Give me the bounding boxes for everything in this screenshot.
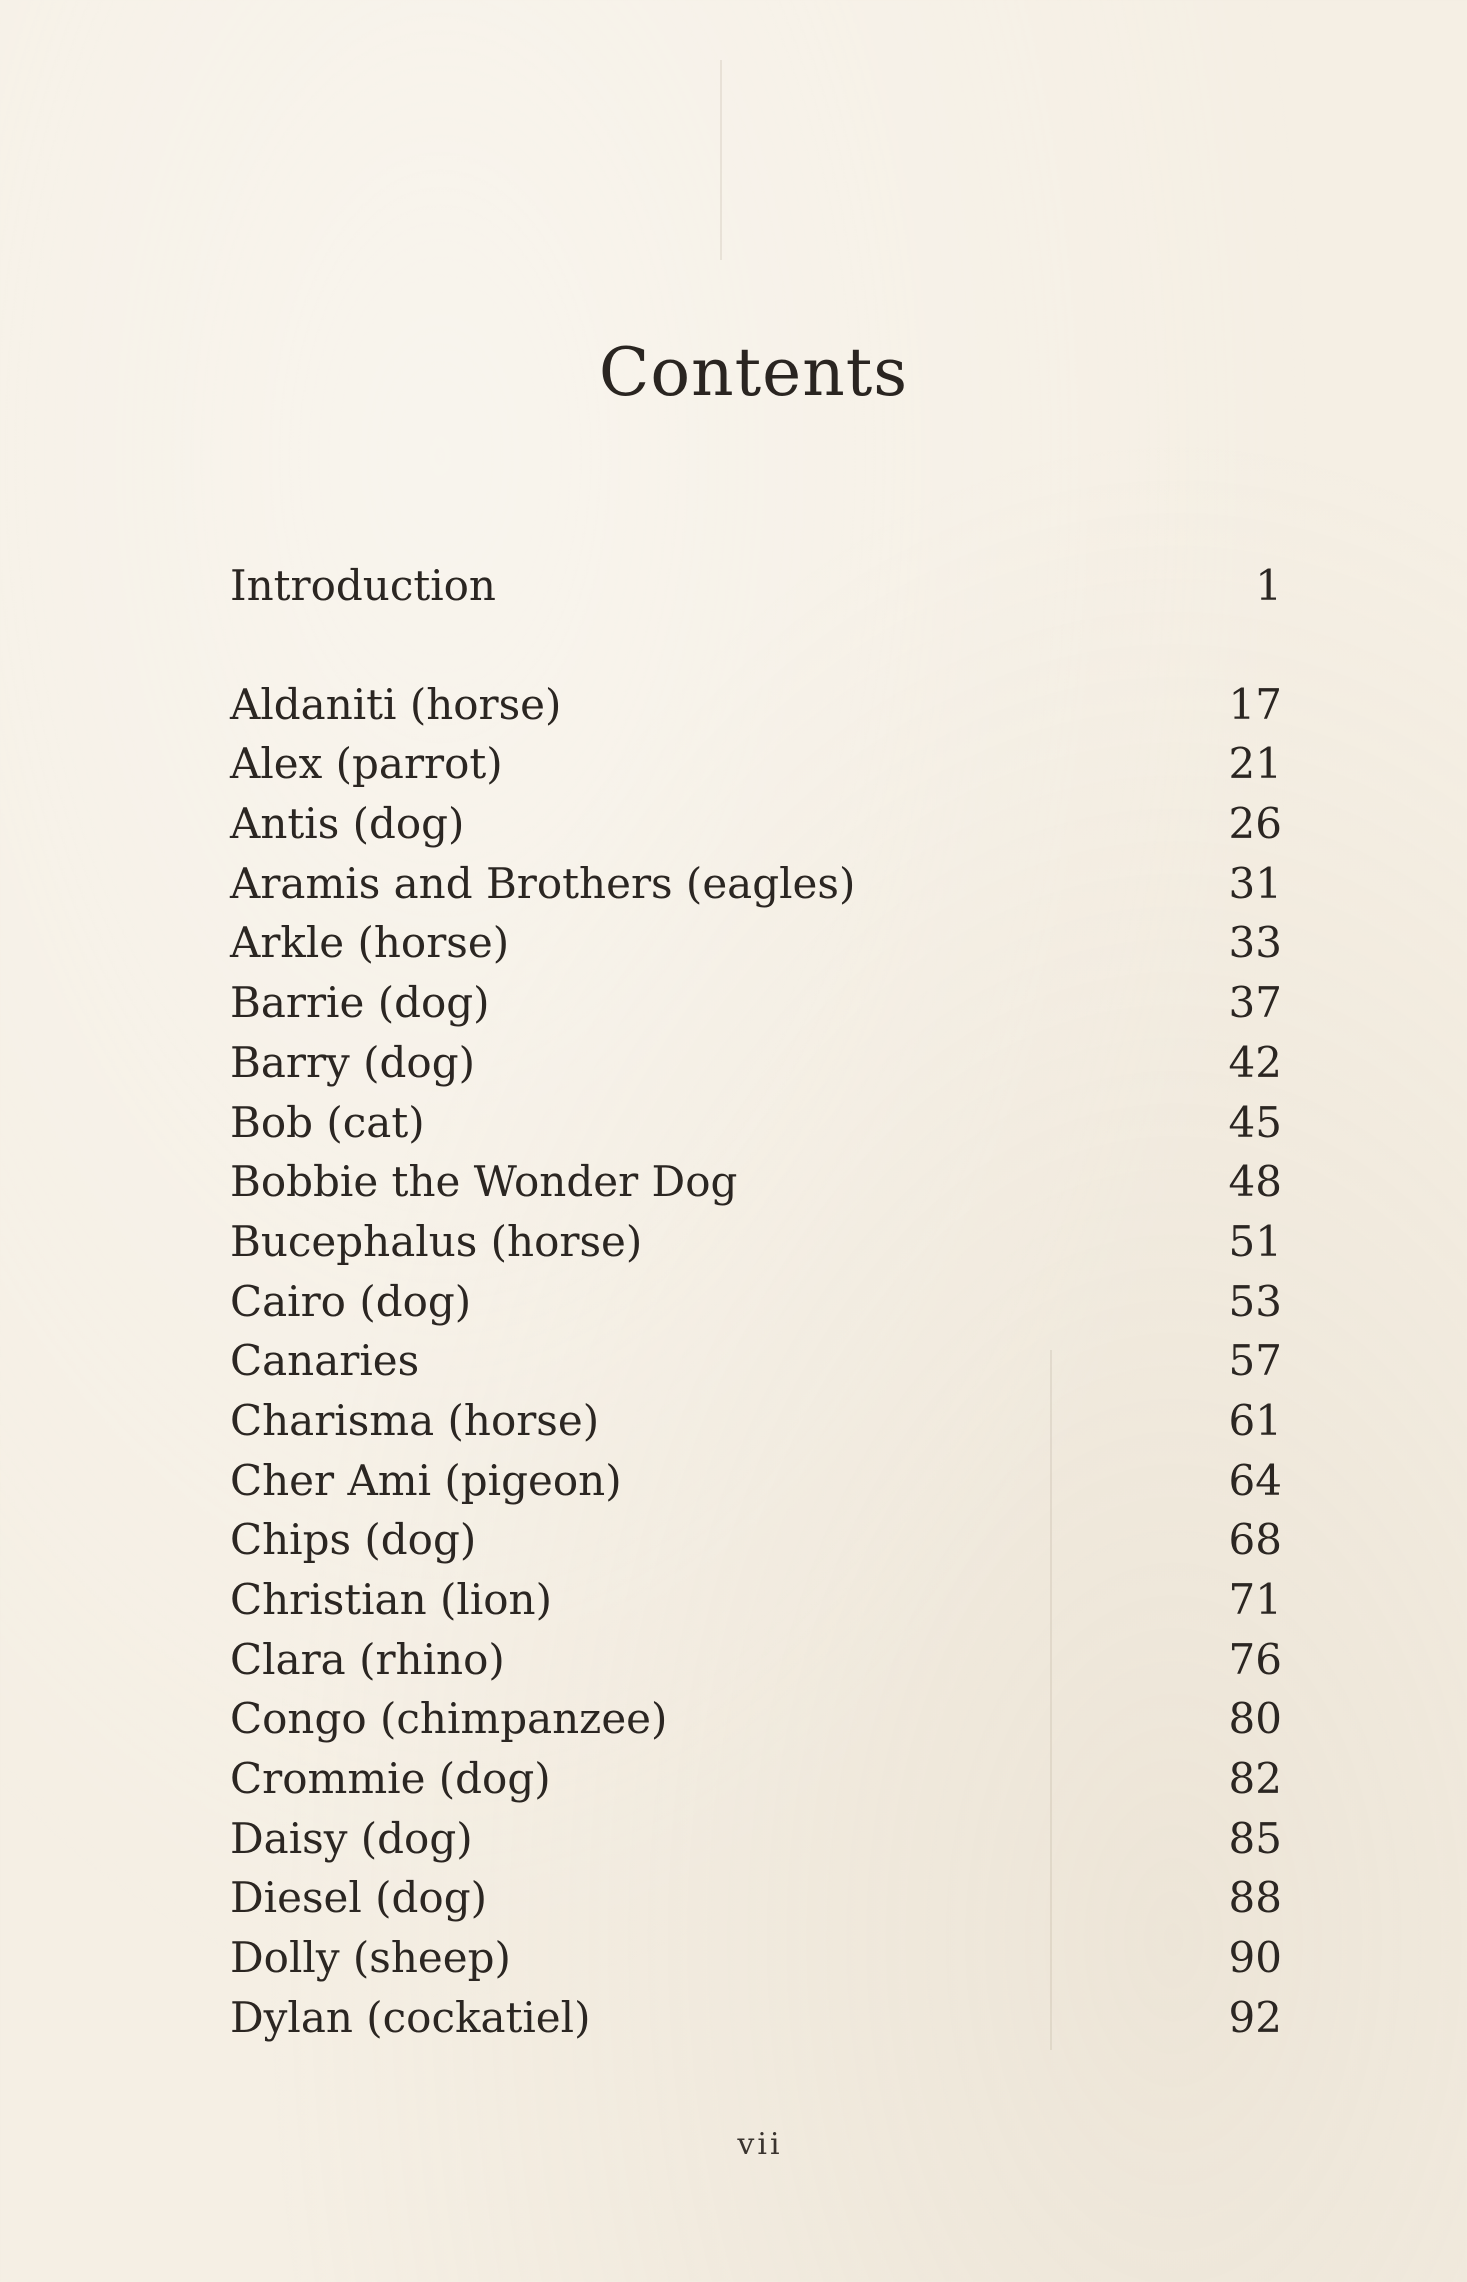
toc-entry-page-number: 90 [1228,1933,1282,1983]
toc-entry-label: Barry (dog) [230,1037,475,1087]
toc-entry[interactable] [230,854,1282,914]
toc-entry-page-number: 82 [1228,1754,1282,1804]
toc-entry-page-number: 42 [1228,1037,1282,1087]
toc-entry[interactable] [230,1212,1282,1272]
toc-entry-label: Alex (parrot) [230,739,503,789]
toc-entry-label: Christian (lion) [230,1575,552,1624]
toc-entry[interactable] [230,973,1282,1033]
toc-entry-page-number: 92 [1228,1992,1282,2042]
toc-entry[interactable] [230,675,1282,735]
toc-entry[interactable] [230,1033,1282,1093]
toc-entry[interactable] [230,1868,1282,1928]
toc-entry-label: Bob (cat) [230,1097,425,1147]
toc-entry[interactable] [230,1272,1282,1332]
page-crease [720,60,722,260]
toc-entry-label: Introduction [230,561,496,610]
page-title: Contents [598,334,909,412]
toc-entry-label: Dylan (cockatiel) [230,1992,591,2042]
toc-entry[interactable] [230,913,1282,973]
toc-entry-page-number: 33 [1228,918,1282,968]
table-of-contents [230,556,1282,2048]
toc-entry[interactable] [230,1809,1282,1869]
toc-entry-label: Clara (rhino) [230,1634,505,1684]
toc-entry-label: Diesel (dog) [230,1873,487,1923]
toc-entry-page-number: 37 [1228,978,1282,1028]
toc-entry-page-number: 17 [1228,679,1282,729]
toc-entry-label: Barrie (dog) [230,978,490,1028]
toc-entry-page-number: 57 [1228,1336,1282,1386]
toc-entry-page-number: 71 [1228,1575,1282,1624]
toc-entry[interactable] [230,1689,1282,1749]
toc-entry-label: Antis (dog) [230,799,465,849]
toc-entry-page-number: 53 [1228,1276,1282,1326]
toc-entry-label: Chips (dog) [230,1515,477,1565]
toc-entry-introduction[interactable] [230,556,1282,616]
toc-entry-page-number: 48 [1228,1157,1282,1207]
toc-entry-label: Arkle (horse) [230,918,510,968]
toc-entry-page-number: 26 [1228,799,1282,849]
toc-entry-page-number: 76 [1228,1634,1282,1684]
toc-entry-label: Crommie (dog) [230,1754,551,1804]
toc-entry-label: Charisma (horse) [230,1395,600,1445]
toc-entry-page-number: 51 [1228,1216,1282,1266]
toc-entry[interactable] [230,1331,1282,1391]
toc-entry-label: Bucephalus (horse) [230,1216,643,1266]
toc-entry-page-number: 1 [1255,561,1282,610]
toc-entry[interactable] [230,1391,1282,1451]
toc-entry-page-number: 45 [1228,1097,1282,1147]
toc-entry-label: Congo (chimpanzee) [230,1694,668,1744]
toc-entry[interactable] [230,1451,1282,1511]
toc-entry-page-number: 80 [1228,1694,1282,1744]
toc-entry-label: Bobbie the Wonder Dog [230,1157,738,1207]
toc-entry-label: Cairo (dog) [230,1276,472,1326]
toc-entry-page-number: 85 [1228,1813,1282,1863]
toc-entry-label: Dolly (sheep) [230,1933,511,1983]
toc-entry[interactable] [230,1630,1282,1690]
toc-entry-label: Canaries [230,1336,420,1386]
toc-entry-page-number: 21 [1228,739,1282,789]
toc-entry[interactable] [230,1152,1282,1212]
toc-entry[interactable] [230,1570,1282,1630]
toc-entry[interactable] [230,734,1282,794]
toc-entry[interactable] [230,1749,1282,1809]
toc-entry-label: Aramis and Brothers (eagles) [230,858,856,908]
toc-entry-page-number: 64 [1228,1455,1282,1505]
toc-entry[interactable] [230,1988,1282,2048]
toc-entry-label: Daisy (dog) [230,1813,473,1863]
toc-entry-label: Cher Ami (pigeon) [230,1455,622,1505]
page-folio: vii [737,2127,783,2162]
toc-entry-page-number: 61 [1228,1395,1282,1445]
toc-entry[interactable] [230,1510,1282,1570]
toc-entry[interactable] [230,1093,1282,1153]
toc-entry[interactable] [230,794,1282,854]
toc-entry-label: Aldaniti (horse) [230,679,562,729]
toc-entry-page-number: 88 [1228,1873,1282,1923]
toc-entry-page-number: 31 [1228,858,1282,908]
toc-entry-page-number: 68 [1228,1515,1282,1565]
toc-entry[interactable] [230,1928,1282,1988]
toc-entry-list [230,675,1282,2048]
